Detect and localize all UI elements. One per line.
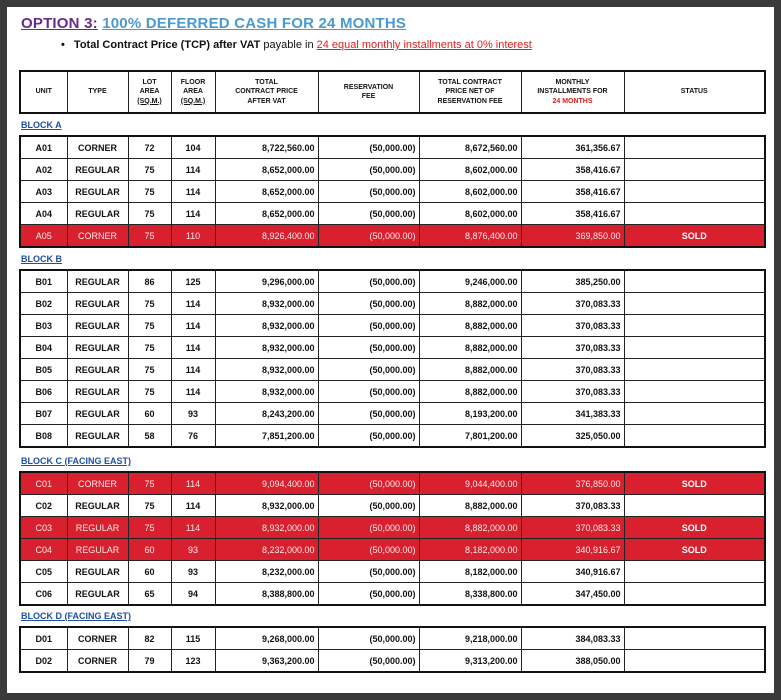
cell-res: (50,000.00) (318, 425, 419, 448)
cell-unit: B07 (20, 403, 67, 425)
cell-monthly: 370,083.33 (521, 293, 624, 315)
cell-monthly: 370,083.33 (521, 337, 624, 359)
cell-lot: 60 (128, 561, 171, 583)
cell-unit: C06 (20, 583, 67, 606)
cell-unit: D01 (20, 627, 67, 650)
cell-floor: 114 (171, 381, 215, 403)
cell-lot: 75 (128, 315, 171, 337)
cell-lot: 60 (128, 539, 171, 561)
cell-res: (50,000.00) (318, 561, 419, 583)
cell-tcp: 8,722,560.00 (215, 136, 318, 159)
cell-tcp: 8,926,400.00 (215, 225, 318, 248)
cell-tcp: 8,388,800.00 (215, 583, 318, 606)
table-row (20, 627, 765, 650)
cell-net: 8,882,000.00 (419, 337, 521, 359)
cell-status (624, 627, 765, 650)
table-row (20, 583, 765, 606)
cell-status: SOLD (624, 225, 765, 248)
cell-status (624, 181, 765, 203)
cell-floor: 114 (171, 495, 215, 517)
cell-monthly: 325,050.00 (521, 425, 624, 448)
cell-lot: 82 (128, 627, 171, 650)
cell-type: REGULAR (67, 561, 128, 583)
cell-net: 8,338,800.00 (419, 583, 521, 606)
cell-floor: 114 (171, 337, 215, 359)
cell-floor: 76 (171, 425, 215, 448)
cell-res: (50,000.00) (318, 225, 419, 248)
cell-tcp: 8,932,000.00 (215, 315, 318, 337)
cell-net: 9,313,200.00 (419, 650, 521, 673)
table-row (20, 495, 765, 517)
cell-lot: 75 (128, 495, 171, 517)
cell-tcp: 8,243,200.00 (215, 403, 318, 425)
cell-type: REGULAR (67, 517, 128, 539)
price-sheet (7, 7, 774, 693)
cell-tcp: 8,232,000.00 (215, 539, 318, 561)
cell-res: (50,000.00) (318, 293, 419, 315)
cell-tcp: 9,363,200.00 (215, 650, 318, 673)
cell-lot: 75 (128, 472, 171, 495)
block-table (19, 471, 766, 606)
cell-status: SOLD (624, 517, 765, 539)
cell-status (624, 650, 765, 673)
table-row (20, 517, 765, 539)
cell-lot: 79 (128, 650, 171, 673)
cell-status (624, 337, 765, 359)
header-unit: UNIT (20, 71, 67, 113)
cell-net: 8,602,000.00 (419, 159, 521, 181)
cell-res: (50,000.00) (318, 181, 419, 203)
cell-type: REGULAR (67, 425, 128, 448)
cell-floor: 93 (171, 561, 215, 583)
cell-unit: C01 (20, 472, 67, 495)
cell-net: 8,882,000.00 (419, 495, 521, 517)
cell-unit: A02 (20, 159, 67, 181)
cell-floor: 114 (171, 315, 215, 337)
cell-lot: 65 (128, 583, 171, 606)
table-row (20, 472, 765, 495)
cell-monthly: 340,916.67 (521, 539, 624, 561)
cell-lot: 75 (128, 381, 171, 403)
cell-unit: C04 (20, 539, 67, 561)
cell-res: (50,000.00) (318, 539, 419, 561)
table-row (20, 293, 765, 315)
table-row (20, 561, 765, 583)
cell-monthly: 388,050.00 (521, 650, 624, 673)
table-row (20, 159, 765, 181)
cell-net: 8,882,000.00 (419, 315, 521, 337)
cell-status (624, 561, 765, 583)
header-status: STATUS (624, 71, 765, 113)
cell-status (624, 159, 765, 181)
cell-unit: A01 (20, 136, 67, 159)
cell-type: REGULAR (67, 159, 128, 181)
cell-res: (50,000.00) (318, 583, 419, 606)
cell-tcp: 8,932,000.00 (215, 517, 318, 539)
cell-monthly: 369,850.00 (521, 225, 624, 248)
cell-lot: 75 (128, 181, 171, 203)
cell-monthly: 358,416.67 (521, 181, 624, 203)
cell-lot: 75 (128, 203, 171, 225)
block-label: BLOCK B (21, 254, 62, 264)
cell-res: (50,000.00) (318, 270, 419, 293)
table-row (20, 225, 765, 248)
subtitle-installments: 24 equal monthly installments at 0% interest (316, 39, 532, 51)
cell-floor: 93 (171, 403, 215, 425)
block-table (19, 135, 766, 248)
cell-monthly: 385,250.00 (521, 270, 624, 293)
cell-res: (50,000.00) (318, 159, 419, 181)
cell-lot: 75 (128, 225, 171, 248)
page-title (21, 15, 406, 32)
cell-type: REGULAR (67, 495, 128, 517)
cell-lot: 72 (128, 136, 171, 159)
cell-status (624, 270, 765, 293)
cell-floor: 114 (171, 159, 215, 181)
table-row (20, 650, 765, 673)
cell-res: (50,000.00) (318, 495, 419, 517)
cell-floor: 114 (171, 203, 215, 225)
cell-tcp: 8,932,000.00 (215, 495, 318, 517)
table-row (20, 539, 765, 561)
cell-unit: A03 (20, 181, 67, 203)
cell-type: REGULAR (67, 293, 128, 315)
block-label: BLOCK D (FACING EAST) (21, 611, 131, 621)
cell-type: CORNER (67, 225, 128, 248)
table-row (20, 270, 765, 293)
cell-type: CORNER (67, 627, 128, 650)
cell-floor: 93 (171, 539, 215, 561)
cell-tcp: 9,268,000.00 (215, 627, 318, 650)
cell-tcp: 8,652,000.00 (215, 181, 318, 203)
cell-type: REGULAR (67, 270, 128, 293)
option-title: 100% DEFERRED CASH FOR 24 MONTHS (102, 15, 407, 32)
cell-floor: 110 (171, 225, 215, 248)
cell-net: 8,882,000.00 (419, 359, 521, 381)
cell-res: (50,000.00) (318, 650, 419, 673)
cell-floor: 114 (171, 472, 215, 495)
cell-tcp: 8,932,000.00 (215, 359, 318, 381)
cell-tcp: 9,094,400.00 (215, 472, 318, 495)
cell-net: 8,602,000.00 (419, 203, 521, 225)
subtitle (61, 39, 532, 51)
header-type: TYPE (67, 71, 128, 113)
cell-type: REGULAR (67, 337, 128, 359)
cell-monthly: 361,356.67 (521, 136, 624, 159)
cell-type: REGULAR (67, 315, 128, 337)
cell-res: (50,000.00) (318, 627, 419, 650)
cell-tcp: 8,932,000.00 (215, 381, 318, 403)
cell-monthly: 370,083.33 (521, 495, 624, 517)
cell-unit: C02 (20, 495, 67, 517)
cell-monthly: 370,083.33 (521, 517, 624, 539)
cell-unit: B06 (20, 381, 67, 403)
cell-net: 8,876,400.00 (419, 225, 521, 248)
cell-type: CORNER (67, 650, 128, 673)
header-floor-area: FLOOR AREA (SQ.M.) (171, 71, 215, 113)
cell-lot: 60 (128, 403, 171, 425)
cell-res: (50,000.00) (318, 136, 419, 159)
cell-status (624, 381, 765, 403)
cell-floor: 104 (171, 136, 215, 159)
cell-net: 8,882,000.00 (419, 293, 521, 315)
cell-net: 8,182,000.00 (419, 539, 521, 561)
bullet-icon: • (61, 39, 65, 51)
cell-res: (50,000.00) (318, 517, 419, 539)
cell-type: REGULAR (67, 583, 128, 606)
cell-net: 8,602,000.00 (419, 181, 521, 203)
table-header (19, 70, 766, 114)
cell-monthly: 358,416.67 (521, 203, 624, 225)
cell-unit: B02 (20, 293, 67, 315)
cell-monthly: 358,416.67 (521, 159, 624, 181)
cell-tcp: 8,932,000.00 (215, 337, 318, 359)
cell-tcp: 8,232,000.00 (215, 561, 318, 583)
cell-unit: A05 (20, 225, 67, 248)
cell-net: 8,882,000.00 (419, 517, 521, 539)
cell-unit: B03 (20, 315, 67, 337)
cell-lot: 75 (128, 293, 171, 315)
cell-unit: D02 (20, 650, 67, 673)
cell-net: 8,182,000.00 (419, 561, 521, 583)
cell-status (624, 425, 765, 448)
cell-lot: 75 (128, 159, 171, 181)
cell-type: REGULAR (67, 203, 128, 225)
cell-monthly: 370,083.33 (521, 315, 624, 337)
cell-floor: 94 (171, 583, 215, 606)
cell-type: REGULAR (67, 403, 128, 425)
cell-floor: 114 (171, 517, 215, 539)
block-label: BLOCK C (FACING EAST) (21, 456, 131, 466)
cell-type: REGULAR (67, 381, 128, 403)
cell-net: 9,218,000.00 (419, 627, 521, 650)
cell-lot: 58 (128, 425, 171, 448)
cell-unit: C05 (20, 561, 67, 583)
cell-unit: B08 (20, 425, 67, 448)
block-table (19, 626, 766, 673)
option-label: OPTION 3: (21, 15, 98, 32)
table-row (20, 337, 765, 359)
block-table (19, 269, 766, 448)
cell-floor: 114 (171, 359, 215, 381)
cell-unit: C03 (20, 517, 67, 539)
cell-unit: B01 (20, 270, 67, 293)
header-tcp: TOTAL CONTRACT PRICE AFTER VAT (215, 71, 318, 113)
cell-floor: 114 (171, 181, 215, 203)
cell-status (624, 359, 765, 381)
cell-net: 9,246,000.00 (419, 270, 521, 293)
cell-tcp: 9,296,000.00 (215, 270, 318, 293)
cell-status (624, 495, 765, 517)
cell-res: (50,000.00) (318, 359, 419, 381)
cell-monthly: 370,083.33 (521, 359, 624, 381)
cell-type: REGULAR (67, 539, 128, 561)
cell-status (624, 136, 765, 159)
cell-status (624, 293, 765, 315)
cell-floor: 114 (171, 293, 215, 315)
cell-unit: B05 (20, 359, 67, 381)
table-row (20, 359, 765, 381)
table-row (20, 403, 765, 425)
cell-unit: B04 (20, 337, 67, 359)
block-label: BLOCK A (21, 120, 62, 130)
cell-monthly: 347,450.00 (521, 583, 624, 606)
cell-res: (50,000.00) (318, 403, 419, 425)
cell-lot: 75 (128, 517, 171, 539)
cell-monthly: 370,083.33 (521, 381, 624, 403)
table-row (20, 381, 765, 403)
header-lot-area: LOT AREA (SQ.M.) (128, 71, 171, 113)
cell-monthly: 384,083.33 (521, 627, 624, 650)
cell-lot: 75 (128, 359, 171, 381)
cell-monthly: 341,383.33 (521, 403, 624, 425)
cell-floor: 115 (171, 627, 215, 650)
cell-net: 8,882,000.00 (419, 381, 521, 403)
cell-res: (50,000.00) (318, 315, 419, 337)
cell-status (624, 315, 765, 337)
header-monthly: MONTHLY INSTALLMENTS FOR 24 MONTHS (521, 71, 624, 113)
cell-floor: 125 (171, 270, 215, 293)
cell-net: 9,044,400.00 (419, 472, 521, 495)
cell-type: CORNER (67, 472, 128, 495)
cell-floor: 123 (171, 650, 215, 673)
cell-net: 8,672,560.00 (419, 136, 521, 159)
cell-monthly: 340,916.67 (521, 561, 624, 583)
table-row (20, 425, 765, 448)
cell-monthly: 376,850.00 (521, 472, 624, 495)
cell-res: (50,000.00) (318, 381, 419, 403)
cell-tcp: 7,851,200.00 (215, 425, 318, 448)
cell-status: SOLD (624, 472, 765, 495)
header-net-price: TOTAL CONTRACT PRICE NET OF RESERVATION FEE (419, 71, 521, 113)
cell-net: 7,801,200.00 (419, 425, 521, 448)
cell-res: (50,000.00) (318, 472, 419, 495)
table-row (20, 136, 765, 159)
subtitle-bold: Total Contract Price (TCP) after VAT (73, 39, 261, 51)
table-row (20, 181, 765, 203)
cell-status: SOLD (624, 539, 765, 561)
table-row (20, 315, 765, 337)
cell-net: 8,193,200.00 (419, 403, 521, 425)
cell-lot: 86 (128, 270, 171, 293)
cell-type: REGULAR (67, 359, 128, 381)
cell-tcp: 8,652,000.00 (215, 159, 318, 181)
table-row (20, 203, 765, 225)
cell-tcp: 8,932,000.00 (215, 293, 318, 315)
cell-res: (50,000.00) (318, 203, 419, 225)
cell-type: REGULAR (67, 181, 128, 203)
cell-status (624, 583, 765, 606)
header-reservation-fee: RESERVATION FEE (318, 71, 419, 113)
cell-status (624, 203, 765, 225)
cell-type: CORNER (67, 136, 128, 159)
cell-unit: A04 (20, 203, 67, 225)
subtitle-normal: payable in (263, 39, 314, 51)
cell-status (624, 403, 765, 425)
cell-lot: 75 (128, 337, 171, 359)
cell-res: (50,000.00) (318, 337, 419, 359)
cell-tcp: 8,652,000.00 (215, 203, 318, 225)
